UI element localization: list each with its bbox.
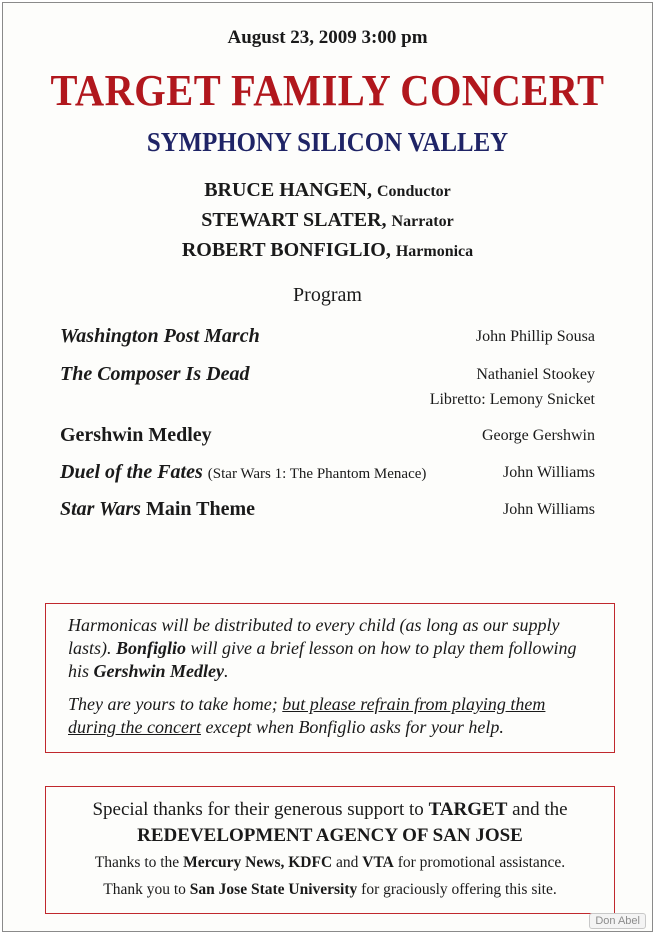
performer-name: BRUCE HANGEN,: [204, 179, 372, 201]
thanks-bold: TARGET: [428, 799, 508, 820]
program-heading: Program: [293, 284, 362, 306]
performer-name: STEWART SLATER,: [201, 209, 387, 231]
notice-text: They are yours to take home;: [68, 694, 283, 714]
piece-composer: John Phillip Sousa: [475, 328, 595, 345]
thanks-text: Special thanks for their generous support to: [92, 799, 429, 820]
program-item: [60, 424, 595, 447]
thanks-text: Thanks to the: [94, 854, 184, 871]
notice-text: will give a brief lesson on how to play them following his: [68, 638, 577, 681]
thanks-text: and: [332, 854, 363, 871]
piece-composer: George Gershwin: [481, 427, 595, 444]
program-item: [60, 498, 595, 521]
program-page: [2, 2, 653, 932]
performer-role: Narrator: [391, 213, 454, 230]
performer-harmonica: [3, 239, 652, 262]
notice-bold: Gershwin Medley: [93, 661, 225, 681]
program-item: [60, 461, 595, 484]
piece-title: The Composer Is Dead: [60, 363, 250, 385]
piece-title-italic: Star Wars: [60, 498, 141, 520]
piece-title-rest: Main Theme: [145, 498, 256, 520]
piece-composer: John Williams: [503, 464, 595, 481]
thanks-bold: VTA: [362, 854, 394, 871]
notice-paragraph-1: [68, 614, 592, 683]
notice-text: .: [224, 661, 229, 681]
piece-composer: John Williams: [503, 501, 595, 518]
thanks-text: and the: [507, 799, 568, 820]
performer-conductor: [3, 179, 652, 202]
piece-title-text: Duel of the Fates: [60, 461, 203, 483]
program-item: [60, 325, 595, 348]
performer-role: Harmonica: [395, 243, 474, 260]
notice-text: except when Bonfiglio asks for your help.: [200, 717, 504, 737]
thanks-line-1: [46, 797, 614, 823]
thanks-line-3: [46, 850, 614, 876]
thanks-box: [45, 786, 615, 914]
thanks-bold: Mercury News, KDFC: [183, 854, 333, 871]
piece-composer: Nathaniel Stookey: [476, 366, 595, 383]
piece-title: Gershwin Medley: [60, 424, 212, 446]
thanks-text: Thank you to: [103, 881, 190, 898]
thanks-line-4: [46, 877, 614, 903]
concert-title: TARGET FAMILY CONCERT: [50, 66, 605, 115]
concert-date: August 23, 2009 3:00 pm: [227, 27, 428, 48]
performer-name: ROBERT BONFIGLIO,: [181, 239, 391, 261]
performer-role: Conductor: [377, 183, 451, 200]
notice-paragraph-2: [68, 693, 592, 739]
piece-title: [60, 461, 426, 483]
program-item: [60, 363, 595, 408]
notice-text: Harmonicas will be distributed to every child (as long as our supply lasts).: [68, 615, 560, 658]
thanks-text: for graciously offering this site.: [357, 881, 557, 898]
harmonica-notice-box: [45, 603, 615, 753]
piece-librettist: Libretto: Lemony Snicket: [429, 391, 595, 408]
notice-bold: Bonfiglio: [116, 638, 187, 658]
piece-title: Washington Post March: [60, 325, 260, 347]
photographer-watermark: Don Abel: [589, 913, 646, 929]
thanks-line-2: REDEVELOPMENT AGENCY OF SAN JOSE: [137, 825, 523, 846]
thanks-text: for promotional assistance.: [393, 854, 566, 871]
orchestra-name: SYMPHONY SILICON VALLEY: [146, 127, 509, 157]
thanks-bold: San Jose State University: [189, 881, 358, 898]
piece-title: [60, 498, 255, 520]
piece-subtitle: (Star Wars 1: The Phantom Menace): [207, 466, 427, 482]
notice-underlined: but please refrain from playing them during the concert: [68, 694, 546, 737]
performer-narrator: [3, 209, 652, 232]
